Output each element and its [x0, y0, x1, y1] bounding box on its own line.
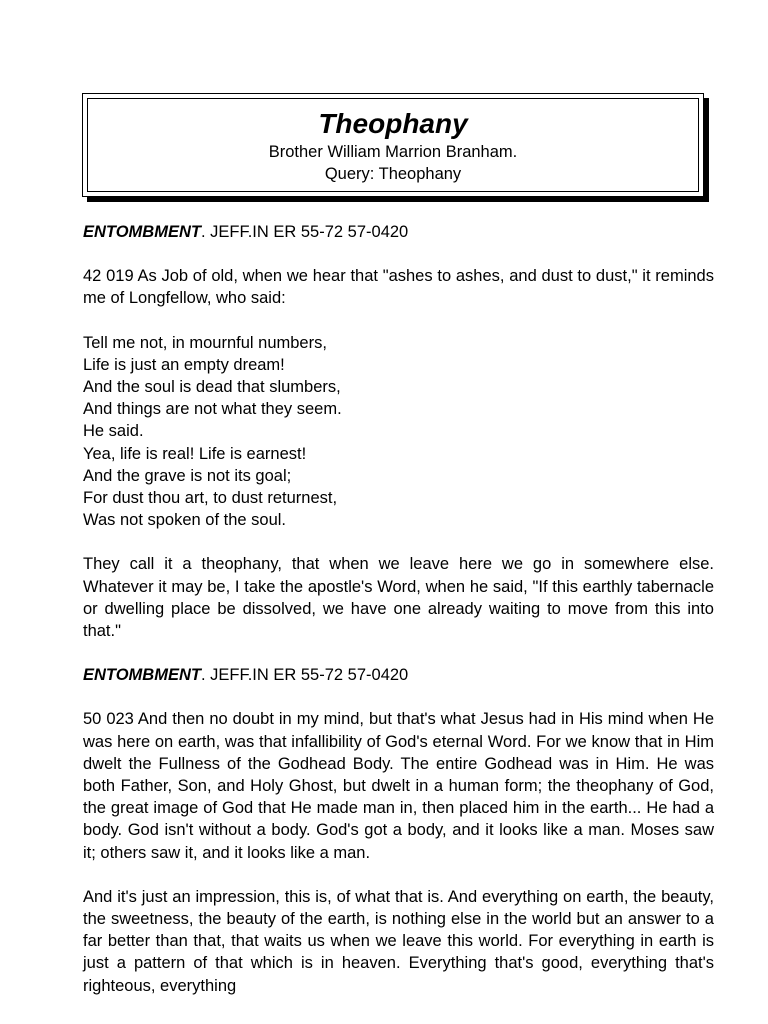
document-body: [83, 221, 714, 1019]
section-heading-reference: . JEFF.IN ER 55-72 57-0420: [200, 223, 409, 241]
query-line: Query: Theophany: [324, 165, 462, 183]
author-line: Brother William Marrion Branham.: [268, 143, 518, 161]
paragraph: 50 023 And then no doubt in my mind, but that's what Jesus had in His mind when He was here on earth, was that infallibility of God's eternal Word. For we know that in Him dwelt the Fullness of the Godhead Body. The entire Godhead was in Him. He was both Father, Son, and Holy Ghost, but dwelt in a human form; the theophany of God, the great image of God that He made man in, then placed him in the earth... He had a body. God isn't without a body. God's got a body, and it looks like a man. Moses saw it; others saw it, and it looks like a man.: [83, 710, 714, 862]
poem-line: For dust thou art, to dust returnest,: [83, 489, 338, 508]
section-heading-2: [83, 664, 714, 686]
poem-line: Tell me not, in mournful numbers,: [83, 333, 327, 352]
poem-quote: [83, 332, 714, 532]
poem-line: And things are not what they seem.: [83, 400, 342, 419]
document-title: Theophany: [318, 108, 468, 139]
poem-line: And the grave is not its goal;: [83, 466, 292, 485]
title-box: [82, 93, 704, 197]
poem-line: Yea, life is real! Life is earnest!: [83, 444, 307, 463]
poem-line: Life is just an empty dream!: [83, 355, 285, 374]
section-heading-title: ENTOMBMENT: [83, 223, 201, 241]
section-heading-reference: . JEFF.IN ER 55-72 57-0420: [200, 666, 409, 685]
paragraph: They call it a theophany, that when we leave here we go in somewhere else. Whatever it may be, I take the apostle's Word, when he said, "If this earthly tabernacle or dwelling place be dissolved, we have one already waiting to move from this into that.": [83, 555, 714, 641]
title-box-inner: [87, 98, 699, 192]
section-heading-1: [83, 221, 714, 243]
paragraph: 42 019 As Job of old, when we hear that "ashes to ashes, and dust to dust," it reminds me of Longfellow, who said:: [83, 267, 714, 308]
poem-line: Was not spoken of the soul.: [83, 511, 287, 530]
section-heading-title: ENTOMBMENT: [83, 666, 201, 685]
paragraph: And it's just an impression, this is, of what that is. And everything on earth, the beauty, the sweetness, the beauty of the earth, is nothing else in the world but an answer to a far better than that, that waits us when we leave this world. For everything in earth is just a pattern of that which is in heaven. Everything that's good, everything that's righteous, everything: [83, 887, 714, 995]
poem-line: And the soul is dead that slumbers,: [83, 378, 341, 397]
poem-line: He said.: [83, 422, 144, 441]
